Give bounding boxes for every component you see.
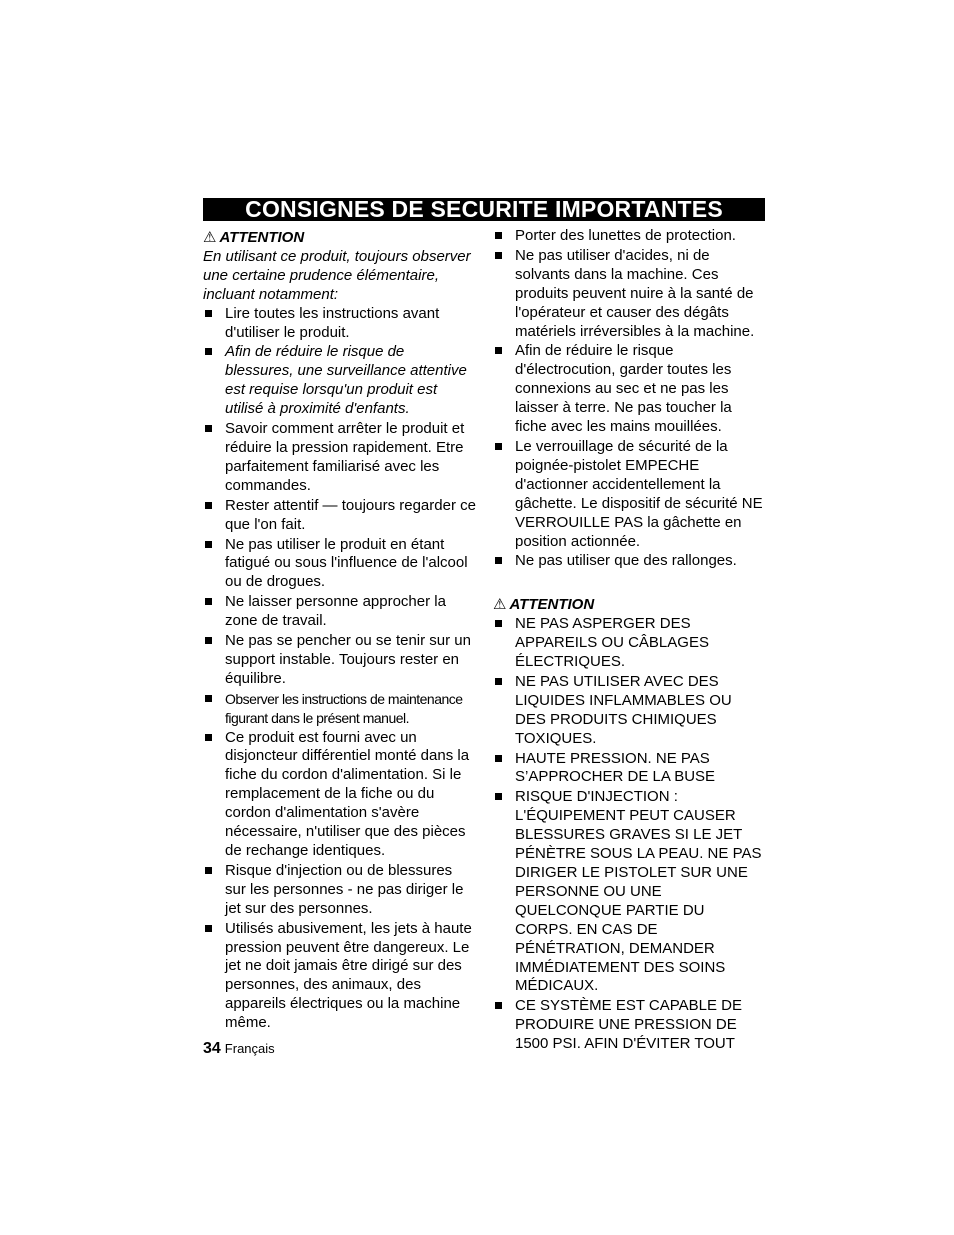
list-item-text: Savoir comment arrêter le produit et réduire la pression rapidement. Etre parfaitement familiarisé avec les commandes. bbox=[225, 420, 465, 494]
list-item-text: Risque d'injection ou de blessures sur les personnes - ne pas diriger le jet sur des personnes. bbox=[225, 861, 464, 917]
section-spacer bbox=[493, 572, 765, 594]
list-item-text: HAUTE PRESSION. NE PAS S’APPROCHER DE LA BUSE bbox=[515, 749, 716, 786]
bullet-square-icon bbox=[495, 232, 502, 239]
attention-heading bbox=[203, 229, 476, 248]
list-item-text: Porter des lunettes de protection. bbox=[515, 227, 736, 244]
attention-heading-2 bbox=[493, 596, 765, 615]
bullet-square-icon bbox=[205, 348, 212, 355]
list-item bbox=[493, 438, 765, 551]
safety-list-continued bbox=[493, 227, 765, 571]
list-item-text: Lire toutes les instructions avant d'utiliser le produit. bbox=[225, 304, 440, 341]
safety-list bbox=[203, 305, 476, 1033]
bullet-square-icon bbox=[495, 347, 502, 354]
attention-label: ATTENTION bbox=[219, 229, 305, 246]
left-column bbox=[203, 227, 476, 1034]
list-item-text: Afin de réduire le risque de blessures, une surveillance attentive est requise lorsqu'un produit est utilisé à proximité d'enfants. bbox=[225, 343, 467, 418]
list-item bbox=[203, 536, 476, 593]
list-item-text: Le verrouillage de sécurité de la poignée-pistolet EMPECHE d'actionner accidentellement la gâchette. Le dispositif de sécurité NE VERROUILLE PAS la gâchette en position actionnée. bbox=[515, 437, 763, 550]
list-item-text: NE PAS ASPERGER DES APPAREILS OU CÂBLAGES ÉLECTRIQUES. bbox=[515, 615, 709, 671]
list-item bbox=[203, 920, 476, 1033]
list-item-text: RISQUE D'INJECTION : L'ÉQUIPEMENT PEUT CAUSER BLESSURES GRAVES SI LE JET PÉNÈTRE SOUS LA PEAU. NE PAS DIRIGER LE PISTOLET SUR UNE PERSONNE OU UNE QUELCONQUE PARTIE DU CORPS. EN CAS DE PÉNÉTRATION, DEMANDER IMMÉDIATEMENT DES SOINS MÉDICAUX. bbox=[515, 788, 762, 995]
bullet-square-icon bbox=[205, 502, 212, 509]
list-item bbox=[493, 552, 765, 571]
list-item bbox=[493, 247, 765, 342]
attention-label: ATTENTION bbox=[509, 596, 595, 614]
bullet-square-icon bbox=[495, 557, 502, 564]
bullet-square-icon bbox=[205, 637, 212, 644]
bullet-square-icon bbox=[205, 867, 212, 874]
attention-list bbox=[493, 615, 765, 1054]
list-item bbox=[493, 750, 765, 788]
list-item bbox=[203, 305, 476, 343]
bullet-square-icon bbox=[495, 1002, 502, 1009]
page-footer bbox=[203, 1040, 275, 1058]
bullet-square-icon bbox=[205, 734, 212, 741]
list-item bbox=[203, 690, 476, 728]
list-item-text: NE PAS UTILISER AVEC DES LIQUIDES INFLAMMABLES OU DES PRODUITS CHIMIQUES TOXIQUES. bbox=[515, 672, 732, 747]
list-item-text: Ne laisser personne approcher la zone de travail. bbox=[225, 593, 446, 630]
warning-triangle-icon: ⚠ bbox=[493, 596, 507, 614]
list-item bbox=[493, 673, 765, 749]
bullet-square-icon bbox=[495, 252, 502, 259]
list-item bbox=[493, 788, 765, 996]
bullet-square-icon bbox=[205, 425, 212, 432]
bullet-square-icon bbox=[205, 310, 212, 317]
list-item bbox=[203, 862, 476, 919]
bullet-square-icon bbox=[495, 678, 502, 685]
list-item bbox=[203, 593, 476, 631]
list-item-text: Ne pas utiliser d'acides, ni de solvants dans la machine. Ces produits peuvent nuire à la santé de l'opérateur et causer des dégâts matériels irréversibles à la machine. bbox=[515, 246, 755, 340]
bullet-square-icon bbox=[495, 793, 502, 800]
bullet-square-icon bbox=[205, 598, 212, 605]
bullet-square-icon bbox=[205, 541, 212, 548]
bullet-square-icon bbox=[495, 443, 502, 450]
footer-language: Français bbox=[224, 1041, 275, 1056]
bullet-square-icon bbox=[495, 620, 502, 627]
list-item-text: Ne pas utiliser le produit en étant fatigué ou sous l'influence de l'alcool ou de drogues. bbox=[225, 535, 468, 591]
page-number: 34 bbox=[203, 1040, 221, 1057]
bullet-square-icon bbox=[205, 925, 212, 932]
list-item-text: CE SYSTÈME EST CAPABLE DE PRODUIRE UNE PRESSION DE 1500 PSI. AFIN D'ÉVITER TOUT bbox=[515, 997, 743, 1053]
bullet-square-icon bbox=[495, 755, 502, 762]
list-item-text: Ne pas se pencher ou se tenir sur un support instable. Toujours rester en équilibre. bbox=[225, 632, 471, 687]
list-item-text: Utilisés abusivement, les jets à haute pression peuvent être dangereux. Le jet ne doit jamais être dirigé sur des personnes, des animaux, des appareils électriques ou la machine même. bbox=[225, 919, 472, 1032]
list-item-text: Ce produit est fourni avec un disjoncteur différentiel monté dans la fiche du cordon d'alimentation. Si le remplacement de la fiche ou du cordon d'alimentation s'avère nécessaire, n'utiliser que des pièces de rechange identiques. bbox=[225, 728, 470, 859]
list-item bbox=[203, 343, 476, 419]
list-item bbox=[493, 615, 765, 672]
bullet-square-icon bbox=[205, 695, 212, 702]
warning-triangle-icon: ⚠ bbox=[203, 229, 217, 246]
list-item-text: Afin de réduire le risque d'électrocution, garder toutes les connexions au sec et ne pas les laisser à terre. Ne pas toucher la fiche avec les mains mouillées. bbox=[515, 342, 732, 436]
list-item bbox=[203, 632, 476, 689]
list-item bbox=[203, 729, 476, 861]
right-column bbox=[493, 227, 765, 1055]
section-title: CONSIGNES DE SECURITE IMPORTANTES bbox=[203, 198, 765, 221]
list-item bbox=[493, 342, 765, 437]
list-item-text: Observer les instructions de maintenance figurant dans le présent manuel. bbox=[225, 690, 463, 726]
list-item-text: Ne pas utiliser que des rallonges. bbox=[515, 552, 737, 570]
list-item bbox=[203, 420, 476, 496]
list-item bbox=[493, 997, 765, 1054]
list-item bbox=[203, 497, 476, 535]
attention-intro: En utilisant ce produit, toujours observer une certaine prudence élémentaire, incluant notamment: bbox=[203, 247, 471, 303]
list-item-text: Rester attentif — toujours regarder ce que l'on fait. bbox=[225, 496, 476, 533]
list-item bbox=[493, 227, 765, 246]
